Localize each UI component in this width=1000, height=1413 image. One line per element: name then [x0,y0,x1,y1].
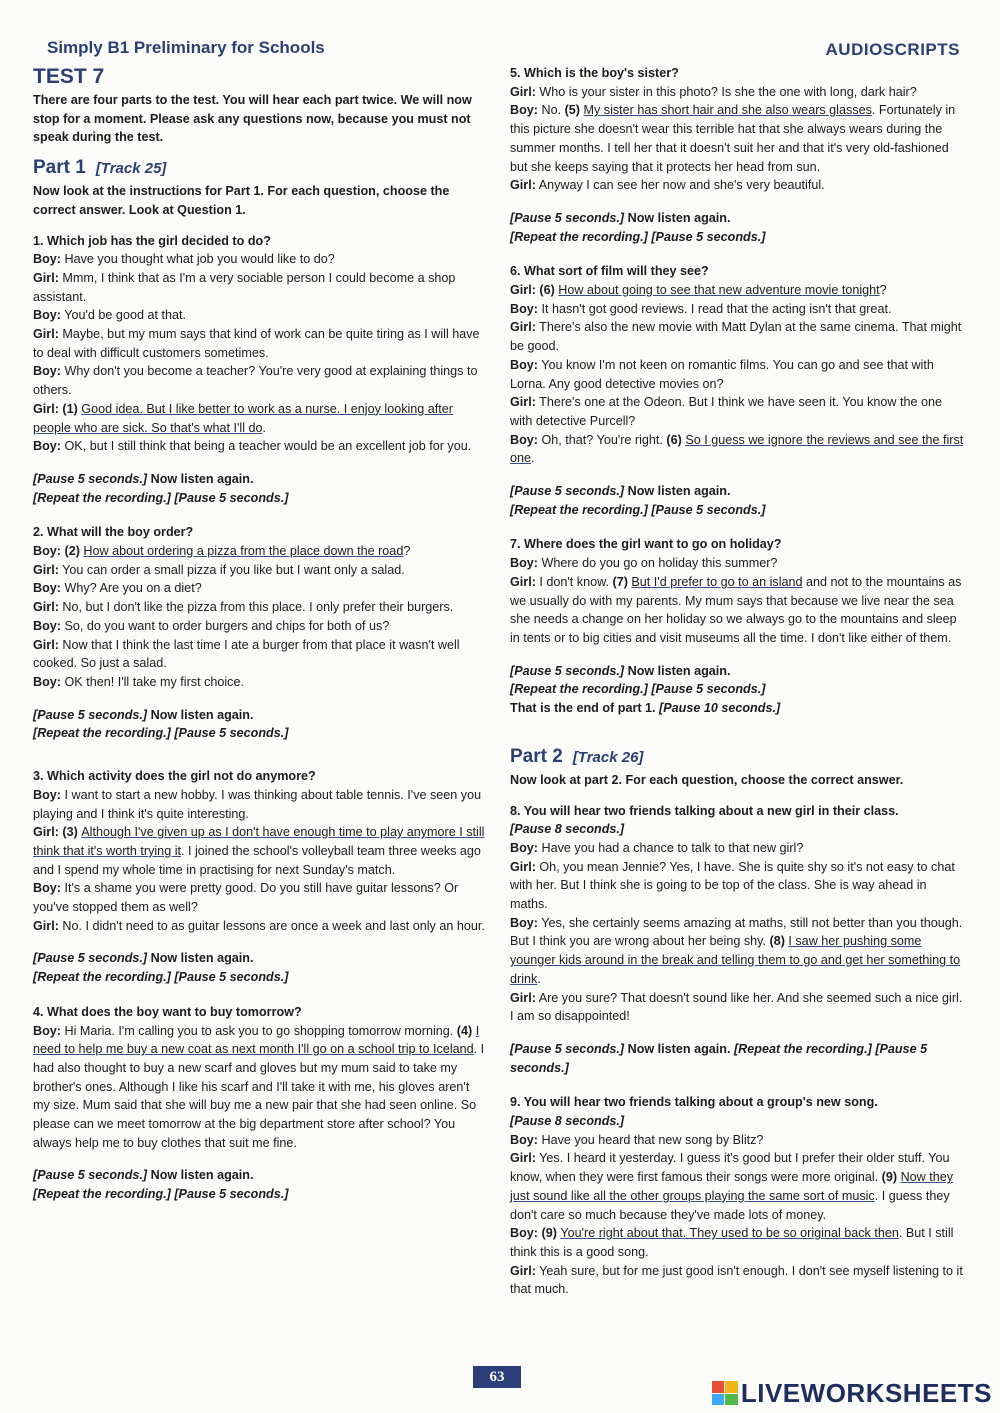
question-title: 9. You will hear two friends talking about a group's new song. [510,1095,878,1110]
question-title: 4. What does the boy want to buy tomorrow? [33,1004,302,1019]
part1-instructions: Now look at the instructions for Part 1. For each question, choose the correct answer. Look at Question 1. [33,184,450,217]
dialogue-line [510,318,965,355]
dialogue-line [33,917,485,936]
dialogue-line [33,598,485,617]
dialogue-line [33,673,485,692]
line-text: No. I didn't need to as guitar lessons are once a week and last only an hour. [58,918,485,933]
line-text: You know I'm not keen on romantic films. You can go and see that with Lorna. Any good detective movies on? [510,357,934,391]
answer-evidence: You're right about that. They used to be so original back then [560,1226,899,1241]
speaker: Boy: [510,915,538,930]
dialogue-line [510,839,965,858]
right-column [510,64,965,1313]
speaker: Girl: [33,600,59,615]
question-title: 6. What sort of film will they see? [510,264,709,279]
part2-heading [510,746,965,769]
question-6 [510,262,965,468]
dialogue-line [510,573,965,648]
dialogue-line [510,176,965,195]
answer-evidence: Good idea. But I like better to work as a nurse. I enjoy looking after people who are sick. So that's what I'll do [33,401,453,435]
line-text: OK, but I still think that being a teacher would be an excellent job for you. [61,439,472,454]
logo-square [725,1381,738,1393]
speaker: Girl: [510,1151,536,1166]
speaker: Girl: [33,327,59,342]
question-2 [33,523,485,691]
speaker: Girl: [33,270,59,285]
question-title: 1. Which job has the girl decided to do? [33,233,271,248]
answer-evidence: I need to help me buy a new coat as next month I'll go on a school trip to Iceland [33,1023,480,1057]
answer-ref: (6) [535,283,559,298]
dialogue-line [510,281,965,300]
pause-e: [Pause 5 seconds.] [174,490,289,505]
pause-8-seconds [510,820,965,839]
pause-b: Now listen again. [624,1041,734,1056]
logo-square [712,1381,725,1393]
line-text: I don't know. [535,574,610,589]
line-text: You can order a small pizza if you like but I want only a salad. [58,562,405,577]
speaker: Girl: [510,990,536,1005]
section-title: AUDIOSCRIPTS [825,40,960,59]
answer-ref: (3) [58,825,82,840]
line-text: Mmm, I think that as I'm a very sociable person I could become a shop assistant. [33,270,456,304]
line-text: Now that I think the last time I ate a burger from that place it wasn't well cooked. So just a salad. [33,637,460,671]
dialogue-line [510,1131,965,1150]
pause-instruction [33,470,485,507]
speaker: Boy: [510,432,538,447]
speaker: Boy: [33,364,61,379]
question-4 [33,1003,485,1153]
pause-e: [Pause 5 seconds.] [174,726,289,741]
speaker: Boy: [33,674,61,689]
answer-evidence: My sister has short hair and she also wears glasses [583,103,872,118]
answer-ref: (9) [538,1226,561,1241]
dialogue-line [33,617,485,636]
answer-ref: (5) [561,103,584,118]
pause-8-seconds [510,1112,965,1131]
dialogue-line [33,250,485,269]
line-text: Hi Maria. I'm calling you to ask you to go shopping tomorrow morning. [61,1023,454,1038]
speaker: Boy: [510,556,538,571]
pause-e: [Pause 5 seconds.] [510,1041,928,1075]
line-text: Oh, that? You're right. [538,432,663,447]
dialogue-line [33,325,485,362]
answer-evidence: How about going to see that new adventure movie tonight [558,283,880,298]
pause-a: [Pause 5 seconds.] [33,471,148,486]
question-title: 3. Which activity does the girl not do anymore? [33,769,316,784]
line-text: and not to the mountains as we usually do with my parents. My mum says that because we live near the sea she needs a change on her holiday so we always go to the mountains and sleep in tents or to big cities and visit museums all the time. I don't like either of them. [510,574,962,645]
answer-evidence: But I'd prefer to go to an island [631,574,803,589]
dialogue-line [33,1022,485,1153]
pause-b: Now listen again. [147,951,254,966]
line-text: Have you thought what job you would like to do? [61,252,335,267]
speaker: Boy: [33,618,61,633]
pause-8-text: [Pause 8 seconds.] [510,1114,625,1129]
answer-ref: (1) [58,401,82,416]
line-text: Why? Are you on a diet? [61,581,202,596]
speaker: Boy: [33,1023,61,1038]
dialogue-line [33,879,485,916]
answer-ref: (8) [766,934,789,949]
dialogue-line [33,823,485,879]
pause-e: [Pause 5 seconds.] [651,229,766,244]
page-number: 63 [473,1366,521,1388]
question-3 [33,767,485,935]
answer-ref: (2) [61,544,84,559]
test-title: TEST 7 [33,65,105,88]
line-text: Maybe, but my mum says that kind of work can be quite tiring as I will have to deal with difficult customers sometimes. [33,327,480,360]
pause-8-text: [Pause 8 seconds.] [510,822,625,837]
dialogue-line [510,101,965,176]
question-5 [510,64,965,195]
dialogue-line [510,554,965,573]
question-7 [510,535,965,647]
pause-b: Now listen again. [624,210,731,225]
pause-instruction [510,209,965,246]
pause-a: [Pause 5 seconds.] [510,663,625,678]
line-text: . But I still think this is a good song. [510,1226,954,1259]
line-text: OK then! I'll take my first choice. [61,674,244,689]
dialogue-line [33,542,485,561]
dialogue-line [33,636,485,673]
speaker: Boy: [33,581,61,596]
answer-ref: (6) [662,432,686,447]
part2-track: [Track 26] [572,748,644,766]
line-text: ? [879,283,887,298]
line-text: . Fortunately in this picture she doesn't wear this terrible hat that she always wears during the summer months. I tell her that it doesn't suit her and that it's very old-fashioned but she keeps saying that it protects her head from sun. [510,103,956,174]
speaker: Girl: [33,401,59,416]
end-part1-pause: [Pause 10 seconds.] [659,701,781,716]
dialogue-line [510,83,965,102]
dialogue-line [33,437,485,456]
logo-square [712,1394,725,1406]
dialogue-line [33,400,485,437]
pause-instruction [510,662,965,718]
line-text: Yeah sure, but for me just good isn't enough. I don't see myself listening to it that much. [510,1263,963,1297]
book-title: Simply B1 Preliminary for Schools [47,38,325,57]
line-text: Anyway I can see her now and she's very beautiful. [535,178,825,193]
line-text: Have you had a chance to talk to that new girl? [538,840,804,855]
part1-title: Part 1 [33,157,86,179]
line-text: . [537,971,541,986]
speaker: Boy: [510,1226,538,1241]
dialogue-line [510,1262,965,1299]
dialogue-line [510,300,965,319]
answer-evidence: So I guess we ignore the reviews and see the first one [510,432,964,466]
pause-c: [Repeat the recording.] [33,490,171,505]
pause-c: [Repeat the recording.] [510,229,648,244]
line-text: ? [403,544,411,559]
pause-e: [Pause 5 seconds.] [651,502,766,517]
line-text: It's a shame you were pretty good. Do you still have guitar lessons? Or you've stopped them as well? [33,881,459,915]
line-text: . [262,420,267,435]
answer-ref: (9) [878,1170,901,1185]
line-text: You'd be good at that. [61,308,186,323]
logo-text: LIVEWORKSHEETS [740,1377,992,1408]
speaker: Boy: [510,357,538,372]
dialogue-line [510,431,965,468]
dialogue-line [33,269,485,306]
pause-instruction [33,949,485,986]
line-text: . I guess they don't care so much because they've made lots of money. [510,1188,950,1222]
question-title: 7. Where does the girl want to go on holiday? [510,537,782,552]
answer-ref: (4) [453,1023,476,1038]
speaker: Girl: [510,178,536,193]
liveworksheets-logo [712,1378,992,1408]
dialogue-line [33,561,485,580]
pause-a: [Pause 5 seconds.] [510,484,625,499]
part2-instructions: Now look at part 2. For each question, choose the correct answer. [510,772,904,787]
pause-c: [Repeat the recording.] [733,1041,872,1056]
speaker: Girl: [33,918,59,933]
speaker: Girl: [510,283,536,298]
end-part1-text: That is the end of part 1. [510,701,660,716]
line-text: So, do you want to order burgers and chips for both of us? [61,618,390,633]
speaker: Girl: [510,1263,536,1278]
question-title: 2. What will the boy order? [33,525,194,540]
question-title: 5. Which is the boy's sister? [510,66,679,80]
pause-instruction [33,706,485,743]
speaker: Girl: [510,320,536,335]
part1-heading [33,157,485,180]
question-8 [510,802,965,1026]
answer-evidence: Now they just sound like all the other groups playing the same sort of music [510,1170,954,1203]
dialogue-line [33,786,485,823]
logo-grid-icon [712,1381,738,1405]
line-text: Have you heard that new song by Blitz? [538,1132,764,1147]
speaker: Boy: [510,1132,538,1147]
line-text: There's also the new movie with Matt Dylan at the same cinema. That might be good. [510,320,962,354]
speaker: Boy: [33,439,61,454]
line-text: Yes, she certainly seems amazing at maths, still not better than you though. But I think you are wrong about her being shy. [510,915,963,949]
speaker: Boy: [510,103,538,118]
line-text: No. [538,103,562,118]
pause-e: [Pause 5 seconds.] [174,970,289,985]
part1-track: [Track 25] [95,160,167,178]
speaker: Boy: [510,301,538,316]
pause-a: [Pause 5 seconds.] [33,707,148,722]
question-9 [510,1093,965,1299]
speaker: Boy: [33,881,61,896]
dialogue-line [33,362,485,399]
pause-instruction [510,482,965,519]
speaker: Girl: [33,562,59,577]
line-text: . [531,451,535,466]
test-intro: There are four parts to the test. You will hear each part twice. We will now stop for a moment. Please ask any questions now, because you must not speak during the test. [33,93,472,145]
speaker: Girl: [510,395,536,410]
question-1 [33,232,485,456]
dialogue-line [510,393,965,430]
line-text: There's one at the Odeon. But I think we have seen it. You know the one with detective Purcell? [510,395,943,428]
speaker: Girl: [510,859,536,874]
answer-evidence: Although I've given up as I don't have enough time to play anymore I still think that it's worth trying it [33,825,485,858]
pause-b: Now listen again. [147,471,254,486]
part2-title: Part 2 [510,745,563,767]
pause-b: Now listen again. [147,1168,254,1183]
line-text: Yes. I heard it yesterday. I guess it's good but I prefer their older stuff. You know, when they were first famous their songs were more original. [510,1151,950,1185]
pause-c: [Repeat the recording.] [510,682,648,697]
pause-a: [Pause 5 seconds.] [510,210,625,225]
line-text: Are you sure? That doesn't sound like her. And she seemed such a nice girl. I am so disappointed! [510,990,963,1024]
pause-e: [Pause 5 seconds.] [174,1187,289,1202]
answer-evidence: How about ordering a pizza from the place down the road [83,544,404,559]
pause-b: Now listen again. [624,484,731,499]
pause-b: Now listen again. [147,707,254,722]
dialogue-line [510,989,965,1026]
speaker: Girl: [510,574,536,589]
line-text: It hasn't got good reviews. I read that the acting isn't that great. [538,301,892,316]
dialogue-line [33,306,485,325]
speaker: Girl: [33,637,59,652]
pause-b: Now listen again. [624,663,731,678]
line-text: No, but I don't like the pizza from this place. I only prefer their burgers. [58,600,454,615]
speaker: Boy: [510,840,538,855]
line-text: Who is your sister in this photo? Is she the one with long, dark hair? [535,84,917,99]
line-text: I want to start a new hobby. I was thinking about table tennis. I've seen you playing and I think it's quite interesting. [33,787,482,821]
pause-a: [Pause 5 seconds.] [33,1168,148,1183]
speaker: Boy: [33,308,61,323]
line-text: . I joined the school's volleyball team three weeks ago and I spend my whole time in practising for next Sunday's match. [33,843,481,877]
pause-c: [Repeat the recording.] [33,1187,171,1202]
speaker: Boy: [33,544,61,559]
logo-square [725,1394,738,1406]
dialogue-line [510,858,965,914]
pause-a: [Pause 5 seconds.] [510,1041,625,1056]
dialogue-line [510,1224,965,1261]
speaker: Boy: [33,787,61,802]
pause-c: [Repeat the recording.] [510,502,648,517]
speaker: Girl: [510,84,536,99]
pause-instruction [33,1166,485,1203]
pause-e: [Pause 5 seconds.] [651,682,766,697]
line-text: Why don't you become a teacher? You're very good at explaining things to others. [33,364,478,398]
dialogue-line [510,914,965,989]
dialogue-line [510,1149,965,1224]
line-text: Where do you go on holiday this summer? [538,556,778,571]
answer-evidence: I saw her pushing some younger kids around in the break and telling them to go and get her something to drink [510,934,961,986]
answer-ref: (7) [609,574,632,589]
pause-c: [Repeat the recording.] [33,970,171,985]
dialogue-line [33,579,485,598]
line-text: . I had also thought to buy a new scarf and gloves but my mum said to take my brother's ones. Although I like his scarf and I'll take it with me, his gloves aren't my size. Mum said that she will buy me a new pair that she had seen online. So please can we meet tomorrow at the big department store after school? You always help me to buy clothes that suit me fine. [33,1042,485,1150]
speaker: Boy: [33,252,61,267]
question-title: 8. You will hear two friends talking about a new girl in their class. [510,803,899,818]
pause-a: [Pause 5 seconds.] [33,951,148,966]
speaker: Girl: [33,825,59,840]
dialogue-line [510,356,965,393]
left-column [33,64,485,1220]
pause-instruction [510,1040,965,1077]
pause-c: [Repeat the recording.] [33,726,171,741]
line-text: Oh, you mean Jennie? Yes, I have. She is quite shy so it's not easy to chat with her. But I think she is going to be top of the class. She is way ahead in maths. [510,859,955,912]
